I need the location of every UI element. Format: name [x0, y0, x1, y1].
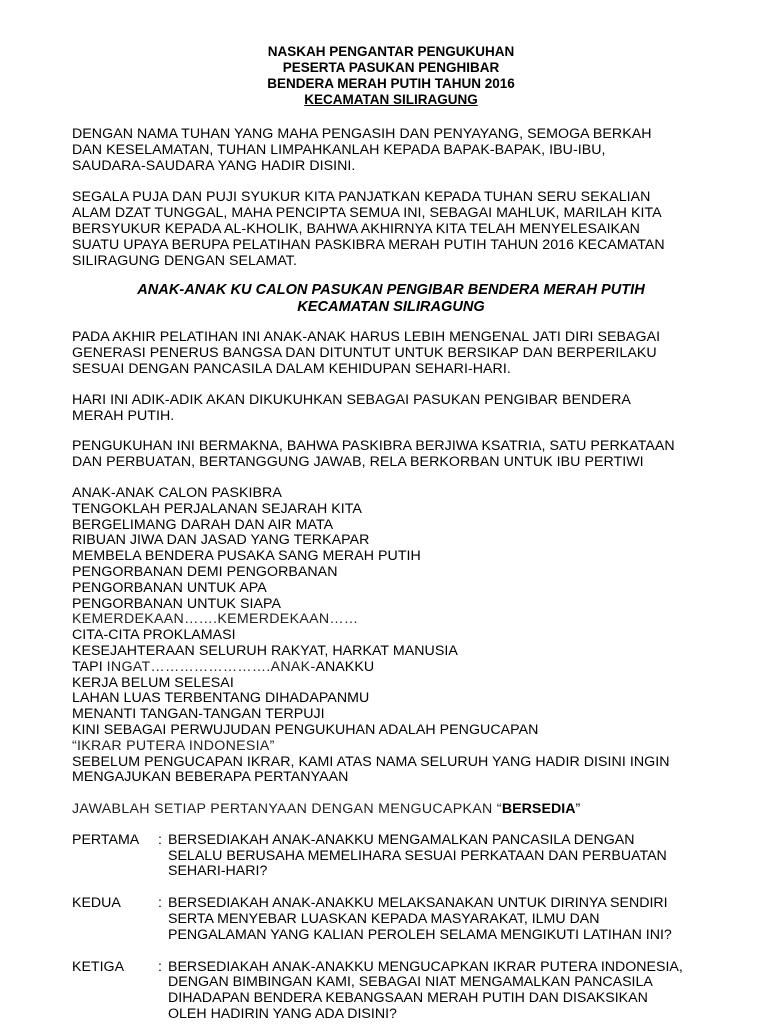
question-line: BERSEDIAKAH ANAK-ANAKKU MENGAMALKAN PANCASILA DENGAN	[168, 831, 635, 848]
poem-line: KINI SEBAGAI PERWUJUDAN PENGUKUHAN ADALAH PENGUCAPAN	[72, 721, 539, 738]
training-paragraph	[72, 330, 710, 377]
training-line: GENERASI PENERUS BANGSA DAN DITUNTUT UNTUK BERSIKAP DAN BERPERILAKU	[72, 345, 657, 362]
instruction-line	[72, 802, 710, 818]
question-colon: :	[158, 831, 162, 848]
question-line: SELALU BERUSAHA MEMELIHARA SESUAI PERKATAAN DAN PERBUATAN	[168, 847, 667, 864]
poem-line: LAHAN LUAS TERBENTANG DIHADAPANMU	[72, 690, 370, 707]
question-line: DENGAN BIMBINGAN KAMI, SEBAGAI NIAT MENGAMALKAN PANCASILA	[168, 974, 653, 991]
poem-line: ANAK-ANAK CALON PASKIBRA	[72, 484, 282, 501]
praise-line: ALAM DZAT TUNGGAL, MAHA PENCIPTA SEMUA INI, SEBAGAI MAHLUK, MARILAH KITA	[72, 205, 662, 222]
subheading-line-2: KECAMATAN SILIRAGUNG	[297, 299, 485, 316]
intro-line: SAUDARA-SAUDARA YANG HADIR DISINI.	[72, 157, 356, 174]
intro-paragraph	[72, 127, 710, 174]
question-third	[72, 960, 710, 1023]
poem-line: BERGELIMANG DARAH DAN AIR MATA	[72, 516, 334, 533]
question-colon: :	[158, 958, 162, 975]
question-colon: :	[158, 895, 162, 912]
title-line-2: PESERTA PASUKAN PENGHIBAR	[282, 60, 500, 75]
today-line: MERAH PUTIH.	[72, 407, 175, 424]
intro-line: DENGAN NAMA TUHAN YANG MAHA PENGASIH DAN PENYAYANG, SEMOGA BERKAH	[72, 126, 652, 142]
question-line: BERSEDIAKAH ANAK-ANAKKU MELAKSANAKAN UNTUK DIRINYA SENDIRI	[168, 895, 668, 912]
today-line: HARI INI ADIK-ADIK AKAN DIKUKUHKAN SEBAGAI PASUKAN PENGIBAR BENDERA	[72, 391, 631, 408]
question-text	[168, 960, 710, 1023]
praise-paragraph	[72, 190, 710, 269]
praise-line: BERSYUKUR KEPADA AL-KHOLIK, BAHWA AKHIRNYA KITA TELAH MENYELESAIKAN	[72, 220, 640, 237]
poem-line: KERJA BELUM SELESAI	[72, 674, 234, 691]
instruction-bold: BERSEDIA	[501, 801, 576, 818]
poem-line: KEMERDEKAAN…….KEMERDEKAAN……	[72, 611, 359, 628]
document-title	[72, 44, 710, 108]
title-line-1: NASKAH PENGANTAR PENGUKUHAN	[267, 44, 515, 59]
poem-line: TENGOKLAH PERJALANAN SEJARAH KITA	[72, 500, 362, 517]
instruction-prefix: JAWABLAH SETIAP PERTANYAAN DENGAN MENGUCAPKAN “	[72, 801, 502, 818]
poem-line	[72, 660, 710, 676]
question-first	[72, 833, 710, 880]
poem-line: MENANTI TANGAN-TANGAN TERPUJI	[72, 706, 325, 723]
title-line-3: BENDERA MERAH PUTIH TAHUN 2016	[267, 76, 515, 91]
praise-line: SUATU UPAYA BERUPA PELATIHAN PASKIBRA MERAH PUTIH TAHUN 2016 KECAMATAN	[72, 236, 665, 253]
meaning-paragraph	[72, 439, 710, 471]
instruction-suffix: ”	[575, 801, 581, 818]
poem-line: PENGORBANAN DEMI PENGORBANAN	[72, 563, 338, 580]
meaning-line: DAN PERBUATAN, BERTANGGUNG JAWAB, RELA BERKORBAN UNTUK IBU PERTIWI	[72, 454, 644, 471]
subheading-line-1: ANAK-ANAK KU CALON PASUKAN PENGIBAR BENDERA MERAH PUTIH	[137, 282, 645, 299]
question-line: SEHARI-HARI?	[168, 863, 268, 880]
meaning-line: PENGUKUHAN INI BERMAKNA, BAHWA PASKIBRA BERJIWA KSATRIA, SATU PERKATAAN	[72, 438, 675, 455]
question-line: BERSEDIAKAH ANAK-ANAKKU MENGUCAPKAN IKRAR PUTERA INDONESIA,	[168, 958, 683, 975]
poem-line: RIBUAN JIWA DAN JASAD YANG TERKAPAR	[72, 532, 370, 549]
poem-line: PENGORBANAN UNTUK SIAPA	[72, 595, 282, 612]
question-text	[168, 833, 710, 880]
question-line: DIHADAPAN BENDERA KEBANGSAAN MERAH PUTIH DAN DISAKSIKAN	[168, 990, 648, 1007]
poem-word-ingat: INGAT…………………….ANAK-	[106, 658, 316, 675]
subheading	[72, 282, 710, 316]
intro-line: DAN KESELAMATAN, TUHAN LIMPAHKANLAH KEPADA BAPAK-BAPAK, IBU-IBU,	[72, 141, 606, 158]
poem-word-anakku: ANAKKU	[315, 658, 375, 675]
question-line: OLEH HADIRIN YANG ADA DISINI?	[168, 1006, 397, 1023]
poem	[72, 486, 710, 786]
question-line: PENGALAMAN YANG KALIAN PEROLEH SELAMA MENGIKUTI LATIHAN INI?	[168, 926, 672, 943]
today-paragraph	[72, 393, 710, 425]
poem-line: CITA-CITA PROKLAMASI	[72, 627, 236, 644]
poem-line: PENGORBANAN UNTUK APA	[72, 579, 267, 596]
praise-line: SEGALA PUJA DAN PUJI SYUKUR KITA PANJATKAN KEPADA TUHAN SERU SEKALIAN	[72, 189, 651, 206]
question-label: KETIGA	[72, 958, 125, 975]
title-line-4: KECAMATAN SILIRAGUNG	[304, 92, 478, 107]
training-line: SESUAI DENGAN PANCASILA DALAM KEHIDUPAN SEHARI-HARI.	[72, 360, 511, 377]
praise-line: SILIRAGUNG DENGAN SELAMAT.	[72, 252, 297, 269]
training-line: PADA AKHIR PELATIHAN INI ANAK-ANAK HARUS LEBIH MENGENAL JATI DIRI SEBAGAI	[72, 329, 661, 346]
poem-line: MEMBELA BENDERA PUSAKA SANG MERAH PUTIH	[72, 548, 421, 565]
poem-line: KESEJAHTERAAN SELURUH RAKYAT, HARKAT MANUSIA	[72, 642, 458, 659]
question-line: SERTA MENYEBAR LUASKAN KEPADA MASYARAKAT, ILMU DAN	[168, 911, 600, 928]
question-second	[72, 896, 710, 943]
question-label: KEDUA	[72, 895, 121, 912]
poem-line: SEBELUM PENGUCAPAN IKRAR, KAMI ATAS NAMA SELURUH YANG HADIR DISINI INGIN	[72, 753, 670, 770]
question-label: PERTAMA	[72, 831, 140, 848]
question-text	[168, 896, 710, 943]
poem-line: MENGAJUKAN BEBERAPA PERTANYAAN	[72, 769, 349, 786]
poem-word-tapi: TAPI	[72, 658, 107, 675]
poem-line: “IKRAR PUTERA INDONESIA”	[72, 737, 275, 754]
